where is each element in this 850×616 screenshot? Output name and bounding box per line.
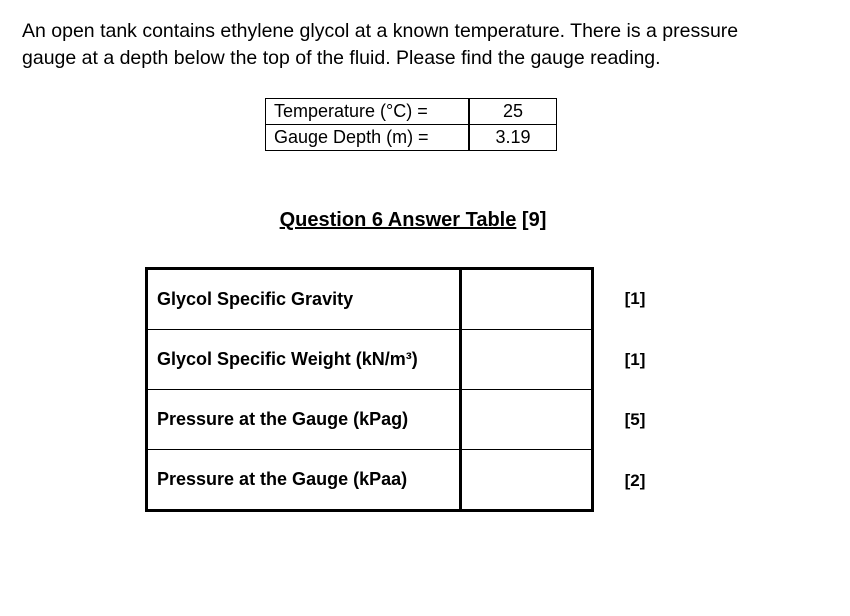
problem-line-1: An open tank contains ethylene glycol at a known temperature. There is a pressure: [22, 20, 739, 42]
marks-specific-weight: [1]: [624, 350, 646, 369]
answer-cell-pressure-gauge[interactable]: [461, 390, 593, 450]
answer-table: [145, 267, 594, 512]
marks-specific-gravity: [1]: [624, 289, 646, 308]
answer-table-title: [0, 209, 826, 232]
given-row-depth: [266, 125, 557, 151]
given-row-temperature: [266, 99, 557, 125]
marks-pressure-gauge: [5]: [624, 410, 646, 429]
answer-row-specific-weight: [147, 330, 593, 390]
marks-pressure-absolute: [2]: [624, 471, 646, 490]
problem-statement: [22, 18, 822, 72]
answer-cell-specific-weight[interactable]: [461, 330, 593, 390]
answer-row-pressure-gauge: [147, 390, 593, 450]
answer-label-pressure-gauge: Pressure at the Gauge (kPag): [147, 390, 461, 450]
answer-label-specific-weight: Glycol Specific Weight (kN/m³): [147, 330, 461, 390]
given-value-temperature: 25: [469, 99, 557, 125]
answer-row-specific-gravity: [147, 269, 593, 330]
answer-label-pressure-absolute: Pressure at the Gauge (kPaa): [147, 450, 461, 511]
answer-cell-specific-gravity[interactable]: [461, 269, 593, 330]
given-label-depth: Gauge Depth (m) =: [266, 125, 470, 151]
answer-label-specific-gravity: Glycol Specific Gravity: [147, 269, 461, 330]
answer-row-pressure-absolute: [147, 450, 593, 511]
problem-line-2: gauge at a depth below the top of the fluid. Please find the gauge reading.: [22, 47, 661, 69]
answer-table-title-text: Question 6 Answer Table: [279, 209, 517, 231]
given-values-table: [265, 98, 557, 151]
answer-cell-pressure-absolute[interactable]: [461, 450, 593, 511]
given-value-depth: 3.19: [469, 125, 557, 151]
given-label-temperature: Temperature (°C) =: [266, 99, 470, 125]
answer-table-total-marks: [9]: [521, 209, 547, 231]
